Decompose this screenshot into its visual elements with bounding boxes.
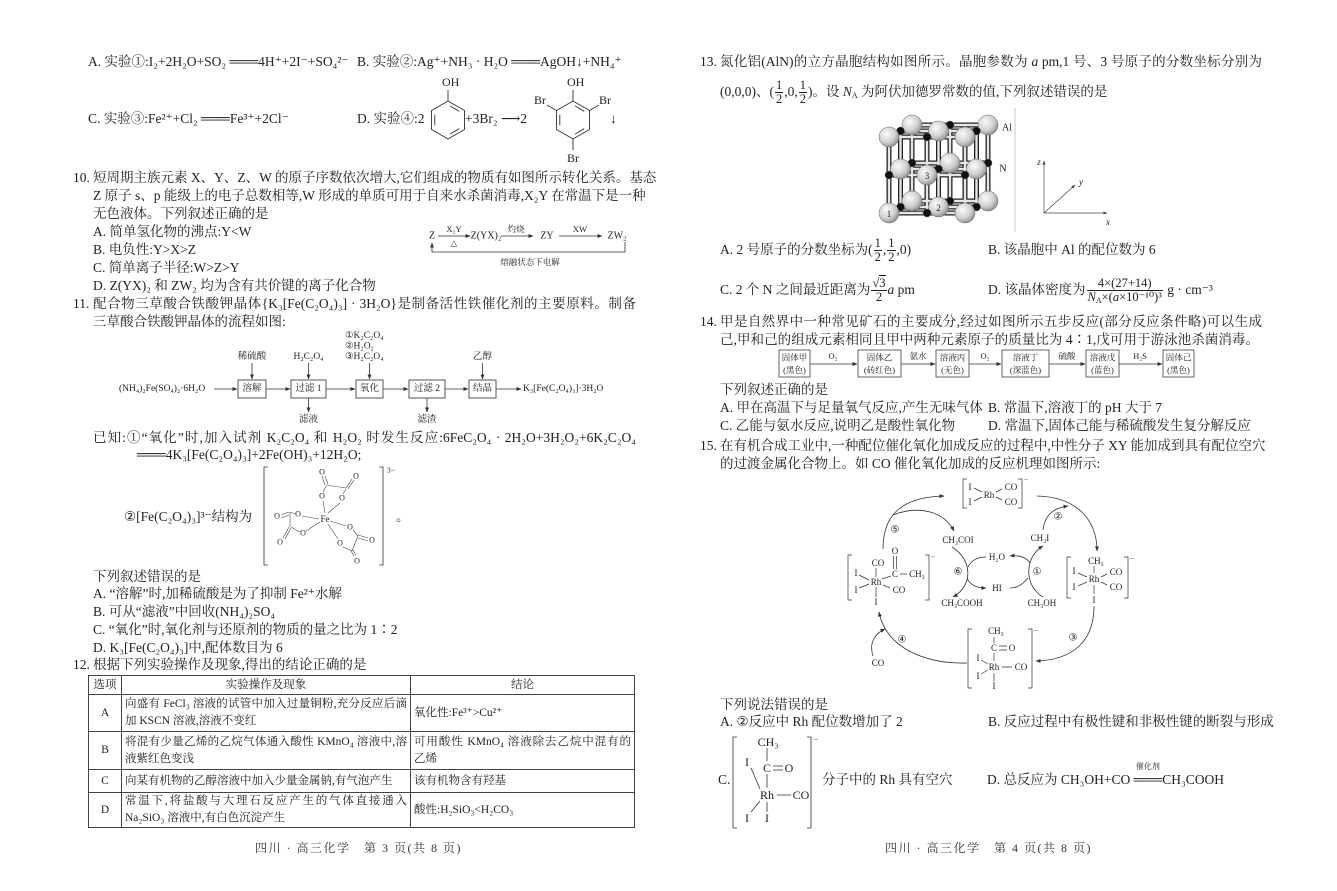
atom-i: I bbox=[745, 811, 749, 825]
avogadro-symbol: N bbox=[842, 84, 852, 99]
atom-i: I bbox=[854, 585, 858, 595]
oxygen-label: O bbox=[300, 528, 306, 538]
atom-i: I bbox=[976, 671, 980, 681]
coord-text: ,0, bbox=[784, 84, 798, 99]
option-text: , bbox=[882, 242, 887, 257]
axis-y-label: y bbox=[1079, 177, 1083, 187]
legend-al: Al bbox=[1002, 122, 1012, 134]
arrow1-reagent: X₂Y bbox=[446, 224, 462, 234]
atom-i: I bbox=[1092, 595, 1096, 605]
oxygen-label: O bbox=[274, 511, 280, 521]
q11-known-line-3-end: 。 bbox=[396, 509, 410, 524]
q14-option-b: B. 常温下,溶液丁的 pH 大于 7 bbox=[988, 400, 1163, 415]
input-ethanol: 乙醇 bbox=[472, 352, 493, 362]
q11-question: 下列叙述错误的是 bbox=[93, 569, 201, 584]
species-ch3coi: CH₃COI bbox=[942, 535, 974, 545]
atom-i: I bbox=[745, 755, 749, 769]
oxygen-label: O bbox=[295, 509, 301, 519]
product-oh-label: OH bbox=[567, 75, 585, 89]
q10-stem-line-2: Z 原子 s、p 能级上的电子总数相等,W 形成的单质可用于自来水杀菌消毒,X₂Y 在常温下是一种 bbox=[93, 188, 646, 203]
step-label-2: ② bbox=[1053, 511, 1063, 523]
reagent-3: O₂ bbox=[980, 351, 990, 361]
atom-i: I bbox=[765, 811, 769, 825]
complex-brackets-and-bonds bbox=[848, 479, 1128, 688]
option-text: D. 该晶体密度为 bbox=[988, 282, 1086, 297]
ligand-co: CO bbox=[792, 788, 810, 802]
exam-page-4 bbox=[668, 0, 1337, 891]
product-br-left-label: Br bbox=[534, 93, 546, 107]
box-wu-color: (蓝色) bbox=[1091, 365, 1114, 375]
q14-question: 下列叙述正确的是 bbox=[720, 382, 828, 397]
row-operation bbox=[122, 695, 411, 732]
q14-reaction-flowchart bbox=[775, 345, 1200, 380]
q11-stem-line-1: 配合物三草酸合铁酸钾晶体{K₃[Fe(C₂O₄)₃] · 3H₂O}是制备活性铁催化剂的主要原料。制备 bbox=[93, 296, 636, 311]
atom-rh: Rh bbox=[870, 577, 882, 587]
node-zw2: ZW₂ bbox=[607, 230, 627, 242]
ligand-ch3: CH₃ bbox=[1088, 556, 1104, 566]
input-oxidize-2: ②H₂O₂ bbox=[345, 341, 374, 352]
ligand-co: CO bbox=[871, 558, 885, 568]
q15-stem-line-2: 的过渡金属化合物上。如 CO 催化氧化加成的反应机理如图所示: bbox=[720, 456, 1101, 471]
ligand-co: CO bbox=[892, 585, 906, 595]
q15-option-c-suffix: 分子中的 Rh 具有空穴 bbox=[822, 772, 953, 787]
q13-option-b: B. 该晶胞中 Al 的配位数为 6 bbox=[988, 242, 1156, 257]
header-operation: 实验操作及现象 bbox=[122, 676, 411, 695]
q10-stem-line-3: 无色液体。下列叙述正确的是 bbox=[93, 206, 269, 221]
species-ch3i: CH₃I bbox=[1030, 533, 1050, 543]
ligand-ch3: CH₃ bbox=[757, 735, 779, 749]
phenol-ring bbox=[432, 90, 465, 139]
coordinate-axes bbox=[1044, 161, 1107, 213]
fraction-half bbox=[887, 237, 895, 264]
catalyst-equals bbox=[1133, 762, 1163, 789]
row-operation bbox=[122, 732, 411, 770]
q15-option-b: B. 反应过程中有极性键和非极性键的断裂与形成 bbox=[988, 714, 1274, 729]
q9-option-c: C. 实验③:Fe²⁺+Cl₂ ═══Fe³⁺+2Cl⁻ bbox=[88, 111, 289, 126]
node-z: Z bbox=[428, 230, 436, 242]
atom-label-2: 2 bbox=[936, 203, 941, 213]
q15-option-c-prefix: C. bbox=[718, 772, 731, 787]
cell-line: 加 KSCN 溶液,溶液不变红 bbox=[125, 715, 257, 727]
step-crystallize: 结晶 bbox=[472, 384, 493, 394]
atom-rh: Rh bbox=[759, 788, 775, 802]
charge-label: − bbox=[1034, 627, 1038, 635]
species-ch3cooh: CH₃COOH bbox=[941, 598, 983, 608]
iron-center-label: Fe bbox=[320, 514, 330, 524]
avogadro-subscript: A bbox=[1095, 296, 1102, 306]
box-wu-name: 溶液戊 bbox=[1089, 352, 1116, 363]
node-z-yx2: Z(YX)₂ bbox=[470, 230, 502, 242]
stem-text: 为阿伏加德罗常数的值,下列叙述错误的是 bbox=[857, 84, 1108, 99]
charge-label: − bbox=[1024, 476, 1028, 484]
table-row bbox=[89, 793, 635, 828]
q12-stem: 根据下列实验操作及现象,得出的结论正确的是 bbox=[93, 657, 367, 672]
denominator: 2 bbox=[799, 92, 806, 107]
ligand-ch3: CH₃ bbox=[909, 569, 925, 579]
input-oxidize-1: ①K₂C₂O₄ bbox=[345, 331, 384, 341]
output-filtrate: 滤液 bbox=[298, 415, 319, 425]
axis-x-label: x bbox=[1106, 217, 1110, 227]
denominator: 2 bbox=[888, 250, 895, 265]
cell-line: 酸性:H₂SiO₃<H₂CO₃ bbox=[414, 803, 514, 816]
option-text: C. 2 个 N 之间最近距离为 bbox=[720, 282, 871, 297]
q10-option-c: C. 简单离子半径:W>Z>Y bbox=[93, 260, 240, 275]
numerator: 1 bbox=[888, 236, 895, 251]
heat-triangle-icon: △ bbox=[450, 238, 458, 248]
q13-number: 13. bbox=[700, 54, 717, 69]
step-label-5: ⑤ bbox=[890, 524, 900, 536]
product-br-right-label: Br bbox=[599, 93, 611, 107]
denominator: 2 bbox=[874, 250, 881, 265]
box-bing-color: (无色) bbox=[941, 365, 964, 375]
table-row bbox=[89, 732, 635, 770]
reagent-2: 氨水 bbox=[909, 351, 927, 361]
charge-label: − bbox=[813, 735, 819, 745]
oxygen-label: O bbox=[353, 471, 359, 481]
avogadro-subscript: A bbox=[851, 91, 858, 100]
atom-i: I bbox=[1072, 582, 1076, 592]
atom-i: I bbox=[1072, 566, 1076, 576]
q12-number: 12. bbox=[73, 657, 90, 672]
cell-line: 将混有少量乙烯的乙烷气体通入酸性 KMnO₄ 溶液中,溶 bbox=[125, 735, 407, 748]
table-header-row bbox=[89, 676, 635, 695]
option-text: pm bbox=[894, 282, 915, 297]
lattice-param-a: a bbox=[887, 282, 895, 297]
atom-i: I bbox=[968, 497, 972, 507]
cell-line: 氧化性:Fe³⁺>Cu²⁺ bbox=[414, 706, 503, 719]
ferrioxalate-structure bbox=[255, 462, 405, 572]
atom-i: I bbox=[976, 653, 980, 663]
precipitate-arrow-icon: ↓ bbox=[610, 111, 617, 126]
atom-o: O bbox=[784, 761, 794, 775]
row-conclusion bbox=[411, 793, 635, 828]
flow-start-material: (NH₄)₂Fe(SO₄)₂·6H₂O bbox=[119, 384, 206, 394]
numerator: 4×(27+14) bbox=[1087, 277, 1163, 291]
q9-option-b: B. 实验②:Ag⁺+NH₃ · H₂O ═══AgOH↓+NH₄⁺ bbox=[357, 54, 622, 69]
den-text: ×( bbox=[1101, 290, 1113, 305]
charge-label: 3− bbox=[387, 465, 395, 475]
q11-option-c: C. “氧化”时,氧化剂与还原剂的物质的量之比为 1∶2 bbox=[93, 622, 398, 637]
ligand-ch3: CH₃ bbox=[988, 626, 1004, 636]
stem-text: 氮化铝(AlN)的立方晶胞结构如图所示。晶胞参数为 bbox=[720, 54, 1032, 69]
node-zy: ZY bbox=[540, 230, 554, 242]
ligand-co: CO bbox=[1014, 662, 1028, 672]
step-filter-2: 过滤 2 bbox=[413, 384, 441, 394]
row-conclusion bbox=[411, 770, 635, 793]
den-text: ×10⁻¹⁰)³ bbox=[1119, 290, 1162, 305]
experiment-table bbox=[88, 675, 635, 828]
q9-option-a: A. 实验①:I₂+2H₂O+SO₂ ═══4H⁺+2I⁻+SO₄²⁻ bbox=[88, 54, 349, 69]
box-jia-color: (黑色) bbox=[783, 365, 806, 375]
q15-option-d bbox=[987, 762, 1224, 789]
q15-option-a: A. ②反应中 Rh 配位数增加了 2 bbox=[720, 714, 903, 729]
density-fraction bbox=[1087, 277, 1163, 304]
ligand-co: CO bbox=[1004, 482, 1018, 492]
q11-known-line-1: 已知:①“氧化”时,加入试剂 K₂C₂O₄ 和 H₂O₂ 时发生反应:6FeC₂O₄ · 2H₂O+3H₂O₂+6K₂C₂O₄ bbox=[93, 430, 636, 445]
q14-option-a: A. 甲在高温下与足量氧气反应,产生无味气体 bbox=[720, 400, 983, 415]
atom-rh: Rh bbox=[988, 662, 1000, 672]
atom-rh: Rh bbox=[983, 490, 995, 500]
avogadro-symbol: N bbox=[1087, 290, 1096, 305]
header-conclusion: 结论 bbox=[411, 676, 635, 695]
oxygen-label: O bbox=[354, 556, 360, 566]
diagram-arrows bbox=[432, 236, 625, 252]
cell-line: 常温下,将盐酸与大理石反应产生的气体直接通入 bbox=[125, 795, 407, 807]
ligand-co: CO bbox=[1109, 567, 1123, 577]
reagent-1: O₂ bbox=[828, 351, 838, 361]
q11-option-b: B. 可从“滤液”中回收(NH₄)₂SO₄ bbox=[93, 604, 276, 619]
page-footer: 四川 · 高三化学 第 4 页(共 8 页) bbox=[885, 841, 1092, 855]
q15-number: 15. bbox=[700, 438, 717, 453]
cell-line: 向某有机物的乙醇溶液中加入少量金属钠,有气泡产生 bbox=[125, 774, 393, 787]
numerator: 1 bbox=[776, 78, 783, 93]
denominator: 2 bbox=[776, 92, 783, 107]
box-ding-color: (深蓝色) bbox=[1009, 365, 1042, 375]
atom-c: C bbox=[990, 643, 998, 653]
species-co-input: CO bbox=[871, 658, 885, 668]
ligand-co: CO bbox=[1004, 497, 1018, 507]
coord-text: )。设 bbox=[808, 84, 843, 99]
output-residue: 滤渣 bbox=[417, 415, 437, 425]
oxygen-label: O bbox=[337, 538, 343, 548]
charge-label: − bbox=[1130, 555, 1134, 563]
atom-i: I bbox=[992, 681, 996, 691]
cell-line: 可用酸性 KMnO₄ 溶液除去乙烷中混有的 bbox=[414, 735, 631, 748]
density-unit: g · cm⁻³ bbox=[1163, 282, 1213, 297]
cell-line: Na₂SiO₃ 溶液中,有白色沉淀产生 bbox=[125, 812, 286, 824]
row-operation bbox=[122, 793, 411, 828]
box-ji-color: (黑色) bbox=[1167, 365, 1190, 375]
oxygen-label: O bbox=[369, 535, 375, 545]
lattice-param-a: a bbox=[1112, 290, 1120, 305]
q14-stem-line-2: 己,甲和己的组成元素相同且甲中两种元素原子的质量比为 4∶1,戊可用于游泳池杀菌消毒。 bbox=[720, 332, 1259, 347]
q13-stem-line-1 bbox=[720, 53, 1262, 71]
cell-line: 向盛有 FeCl₃ 溶液的试管中加入过量铜粉,充分反应后滴 bbox=[125, 698, 407, 710]
fraction-half bbox=[874, 237, 882, 264]
q11-stem-line-2: 三草酸合铁酸钾晶体的流程如图: bbox=[93, 314, 286, 329]
q10-conversion-diagram bbox=[425, 222, 635, 270]
tribromophenol-ring bbox=[547, 90, 599, 150]
q14-option-c: C. 乙能与氨水反应,说明乙是酸性氧化物 bbox=[720, 418, 956, 433]
q11-option-a: A. “溶解”时,加稀硫酸是为了抑制 Fe²⁺水解 bbox=[93, 586, 342, 601]
atom-i: I bbox=[968, 482, 972, 492]
q10-option-a: A. 简单氢化物的沸点:Y<W bbox=[93, 224, 252, 239]
q10-stem-line-1: 短周期主族元素 X、Y、Z、W 的原子序数依次增大,它们组成的物质有如图所示转化关系。基态 bbox=[93, 170, 657, 185]
flow-product: K₃[Fe(C₂O₄)₃]·3H₂O bbox=[523, 384, 604, 394]
q14-option-d: D. 常温下,固体己能与稀硫酸发生复分解反应 bbox=[988, 418, 1251, 433]
q10-option-d: D. Z(YX)₂ 和 ZW₂ 均为含有共价键的离子化合物 bbox=[93, 278, 376, 293]
denominator bbox=[1087, 291, 1163, 304]
row-conclusion bbox=[411, 695, 635, 732]
option-text: D. 总反应为 CH₃OH+CO bbox=[987, 772, 1134, 787]
step-label-4: ④ bbox=[897, 634, 907, 646]
table-row bbox=[89, 695, 635, 732]
species-hi: HI bbox=[992, 583, 1002, 593]
phenol-bromination-structures bbox=[425, 70, 625, 170]
charge-label: − bbox=[931, 553, 935, 561]
input-oxidize-3: ③H₂C₂O₄ bbox=[345, 352, 384, 362]
q13-option-d bbox=[988, 276, 1213, 306]
phenol-oh-label: OH bbox=[442, 75, 460, 89]
box-bing-name: 溶液丙 bbox=[939, 352, 966, 363]
q10-option-b: B. 电负性:Y>X>Z bbox=[93, 242, 196, 257]
q10-number: 10. bbox=[73, 170, 90, 185]
aln-crystal-cell-figure bbox=[870, 105, 1120, 235]
atom-c: C bbox=[762, 761, 772, 775]
step-label-6: ⑥ bbox=[953, 566, 963, 578]
q14-stem-line-1: 甲是自然界中一种常见矿石的主要成分,经过如图所示五步反应(部分反应条件略)可以生成 bbox=[720, 314, 1262, 329]
radicand: 3 bbox=[879, 276, 886, 291]
rh-complex-structure bbox=[728, 733, 828, 833]
q13-option-c bbox=[720, 276, 915, 305]
arrow3-reagent: XW bbox=[572, 224, 588, 234]
step-filter-1: 过滤 1 bbox=[295, 384, 322, 394]
numerator bbox=[871, 277, 886, 291]
denominator: 2 bbox=[875, 290, 883, 305]
step-label-3: ③ bbox=[1068, 632, 1078, 644]
oxygen-label: O bbox=[347, 522, 353, 532]
sqrt-icon: √ bbox=[872, 276, 880, 291]
q13-stem-line-2 bbox=[720, 78, 1108, 107]
oxygen-label: O bbox=[319, 467, 325, 477]
q15-question: 下列说法错误的是 bbox=[720, 697, 828, 712]
numerator: 1 bbox=[799, 78, 806, 93]
box-jia-name: 固体甲 bbox=[781, 352, 808, 363]
reagent-4: 硫酸 bbox=[1058, 351, 1076, 361]
q9-option-d-prefix: D. 实验④:2 bbox=[357, 111, 425, 126]
q11-process-flowchart bbox=[110, 328, 630, 428]
legend-n: N bbox=[999, 163, 1007, 175]
atom-label-3: 3 bbox=[924, 171, 930, 181]
box-yi-name: 固体乙 bbox=[866, 352, 893, 363]
row-option: A bbox=[89, 695, 122, 732]
ligand-co: CO bbox=[1109, 582, 1123, 592]
cell-line: 该有机物含有羟基 bbox=[414, 774, 506, 787]
table-row bbox=[89, 770, 635, 793]
option-text: A. 2 号原子的分数坐标为( bbox=[720, 242, 873, 257]
reagent-5: H₂S bbox=[1133, 351, 1147, 361]
atom-rh: Rh bbox=[1088, 574, 1100, 584]
q11-number: 11. bbox=[73, 296, 90, 311]
oxygen-label: O bbox=[319, 491, 325, 501]
species-ch3oh: CH₃OH bbox=[1027, 598, 1057, 608]
oxygen-label: O bbox=[339, 493, 345, 503]
input-oxalic-acid: H₂C₂O₄ bbox=[293, 352, 324, 362]
q9-option-d-reagent: +3Br₂ ⟶2 bbox=[465, 111, 528, 126]
atom-label-1: 1 bbox=[886, 209, 892, 219]
fraction-half bbox=[799, 79, 807, 106]
equals-sign: ═══ bbox=[1133, 772, 1163, 787]
box-yi-color: (砖红色) bbox=[863, 365, 896, 375]
coord-text: (0,0,0)、( bbox=[720, 84, 774, 99]
page-footer: 四川 · 高三化学 第 3 页(共 8 页) bbox=[255, 841, 462, 855]
fraction-half bbox=[775, 79, 783, 106]
step-label-1: ① bbox=[1032, 566, 1042, 578]
loop-label: 熔融状态下电解 bbox=[500, 257, 560, 267]
catalytic-cycle-diagram bbox=[840, 475, 1160, 695]
row-option: D bbox=[89, 793, 122, 828]
cell-line: 乙烯 bbox=[414, 752, 437, 765]
lattice-param-a: a bbox=[1031, 54, 1039, 69]
atom-c: C bbox=[891, 569, 899, 579]
step-oxidize: 氧化 bbox=[359, 384, 380, 394]
atom-i: I bbox=[874, 597, 878, 607]
catalyst-label: 催化剂 bbox=[1135, 762, 1160, 771]
box-ji-name: 固体己 bbox=[1165, 352, 1192, 363]
step-dissolve: 溶解 bbox=[242, 384, 262, 394]
q13-option-a bbox=[720, 236, 912, 265]
product-br-bottom-label: Br bbox=[567, 151, 579, 165]
box-ding-name: 溶液丁 bbox=[1012, 352, 1039, 363]
row-option: C bbox=[89, 770, 122, 793]
q11-known-line-3: ②[Fe(C₂O₄)₃]³⁻结构为 bbox=[124, 509, 253, 524]
arrow2-condition: 灼烧 bbox=[507, 224, 525, 234]
q14-number: 14. bbox=[700, 314, 717, 329]
option-text: ,0) bbox=[896, 242, 912, 257]
row-conclusion bbox=[411, 732, 635, 770]
input-dilute-sulfuric-acid: 稀硫酸 bbox=[237, 352, 267, 362]
product-text: CH₃COOH bbox=[1162, 772, 1224, 787]
exam-page-3 bbox=[0, 0, 668, 891]
atom-i: I bbox=[854, 568, 858, 578]
species-h2o: H₂O bbox=[988, 552, 1006, 562]
axis-z-label: z bbox=[1037, 157, 1041, 167]
row-option: B bbox=[89, 732, 122, 770]
fraction-sqrt3-over-2 bbox=[871, 277, 886, 304]
q11-option-d: D. K₃[Fe(C₂O₄)₃]中,配体数目为 6 bbox=[93, 640, 283, 655]
cell-line: 液紫红色变浅 bbox=[125, 752, 194, 765]
atom-o: O bbox=[1008, 643, 1016, 653]
stem-text: pm,1 号、3 号原子的分数坐标分别为 bbox=[1038, 54, 1262, 69]
header-option: 选项 bbox=[89, 676, 122, 695]
q11-known-line-2: ═══4K₃[Fe(C₂O₄)₃]+2Fe(OH)₃+12H₂O; bbox=[137, 447, 362, 462]
oxygen-label: O bbox=[277, 537, 283, 547]
numerator: 1 bbox=[874, 236, 881, 251]
atom-o: O bbox=[891, 546, 899, 556]
row-operation bbox=[122, 770, 411, 793]
q15-stem-line-1: 在有机合成工业中,一种配位催化氧化加成反应的过程中,中性分子 XY 能加成到具有配位空穴 bbox=[720, 438, 1266, 453]
